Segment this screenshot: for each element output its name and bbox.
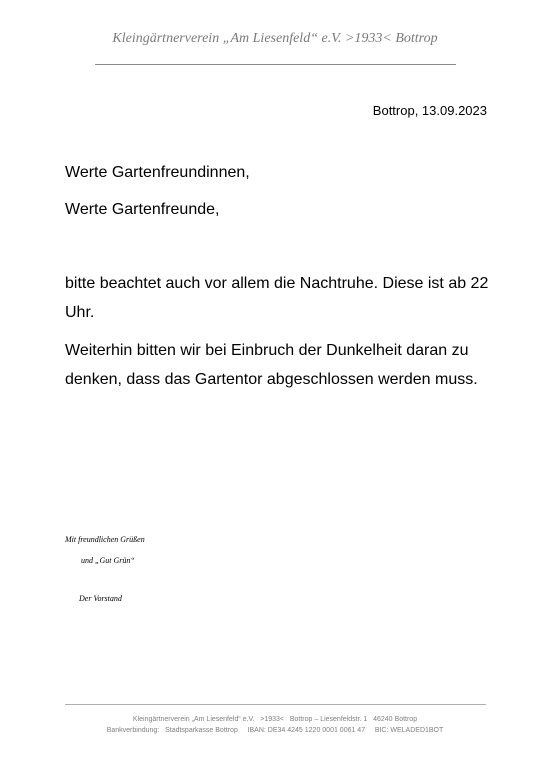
closing-salutation-2: und „Gut Grün“ [81,556,135,565]
header-divider [95,64,456,65]
sender-name: Der Vorstand [79,594,122,603]
greeting-line-2: Werte Gartenfreunde, [65,201,220,218]
body-paragraph-1: bitte beachtet auch vor allem die Nachtruhe. Diese ist ab 22 Uhr. [65,275,489,321]
greeting-line-1: Werte Gartenfreundinnen, [65,164,250,181]
footer-address-line: Kleingärtnerverein „Am Liesenfeld“ e.V. >1933< Bottrop – Liesenfeldstr. 1 46240 Bottrop [132,716,418,723]
footer-divider [65,704,486,705]
letterhead-title: Kleingärtnerverein „Am Liesenfeld“ e.V. >1933< Bottrop [112,31,438,46]
letter-date: Bottrop, 13.09.2023 [372,103,487,118]
closing-salutation: Mit freundlichen Grüßen [65,535,145,544]
footer-bank-line: Bankverbindung: Stadtsparkasse Bottrop IBAN: DE34 4245 1220 0001 0061 47 BIC: WELADED1BOT [106,727,444,734]
body-paragraph-2: Weiterhin bitten wir bei Einbruch der Dunkelheit daran zu denken, dass das Gartentor abgeschlossen werden muss. [65,342,478,388]
